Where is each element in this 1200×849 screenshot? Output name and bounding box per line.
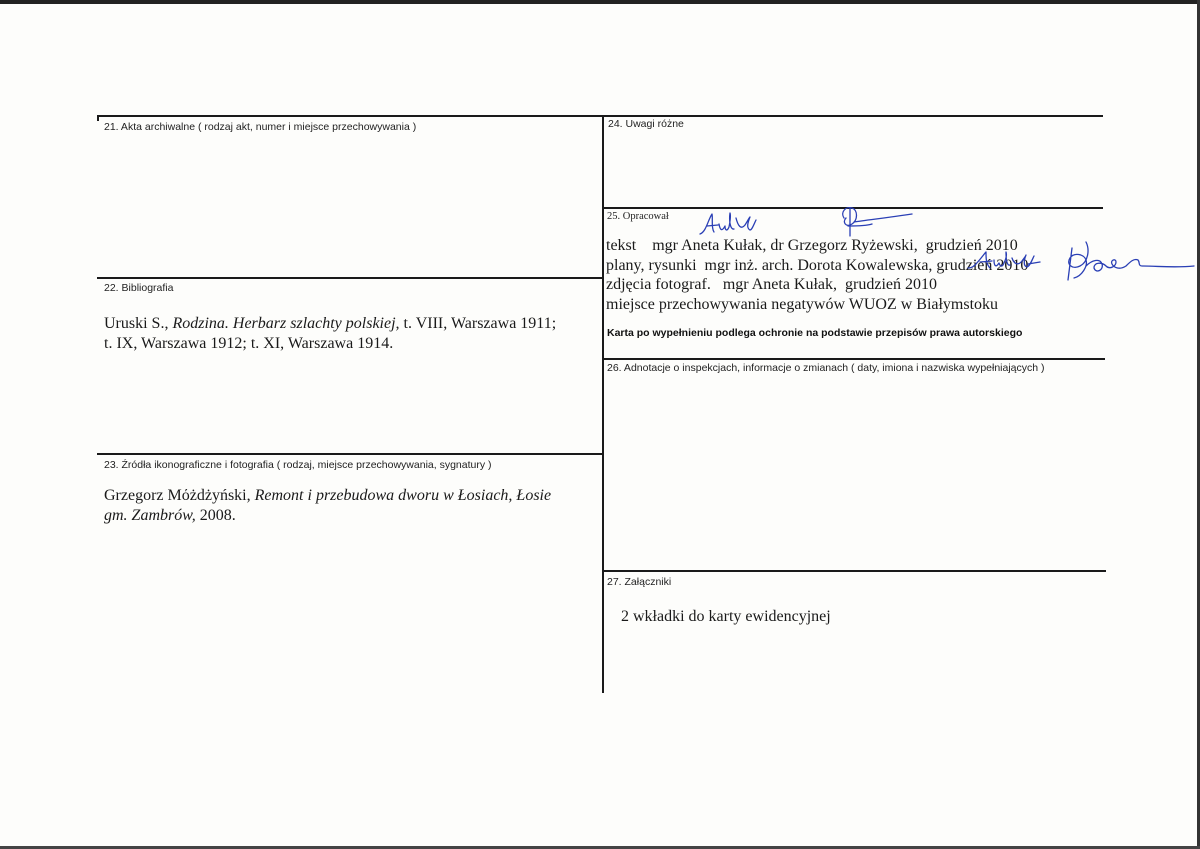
negatives-location-line: miejsce przechowywania negatywów WUOZ w Białymstoku xyxy=(606,295,999,313)
iconography-year: 2008. xyxy=(195,507,236,524)
rule-26 xyxy=(602,358,1105,360)
iconography-title: Remont i przebudowa dworu w Łosiach, Łosie xyxy=(254,487,552,504)
section-27-label: 27. Załączniki xyxy=(607,576,672,588)
scan-edge-top xyxy=(0,0,1200,4)
section-24-label: 24. Uwagi różne xyxy=(608,118,684,130)
section-26-label: 26. Adnotacje o inspekcjach, informacje o zmianach ( daty, imiona i nazwiska wypełniających ) xyxy=(607,362,1045,374)
section-22-label: 22. Bibliografia xyxy=(104,282,174,294)
bibliography-text xyxy=(104,314,556,354)
left-border-21 xyxy=(97,115,99,121)
bibliography-title: Rodzina. Herbarz szlachty polskiej, xyxy=(172,315,400,332)
copyright-notice: Karta po wypełnieniu podlega ochronie na podstawie przepisów prawa autorskiego xyxy=(607,327,1023,339)
section-25-label: 25. Opracował xyxy=(607,211,669,222)
rule-23 xyxy=(97,453,602,455)
prepared-by-drawings-line: plany, rysunki mgr inż. arch. Dorota Kowalewska, grudzień 2010 xyxy=(606,256,1029,274)
iconography-place: gm. Zambrów, xyxy=(104,507,196,524)
signature-kulak-2 xyxy=(966,250,1046,274)
bibliography-volume-1: t. VIII, Warszawa 1911; xyxy=(399,315,557,332)
signature-ryzewski xyxy=(836,204,916,238)
top-rule xyxy=(97,115,1103,117)
signature-kulak-1 xyxy=(694,208,764,240)
prepared-by-text xyxy=(606,236,1028,314)
center-divider xyxy=(602,115,604,693)
section-21-label: 21. Akta archiwalne ( rodzaj akt, numer i miejsce przechowywania ) xyxy=(104,121,417,133)
rule-22 xyxy=(97,277,602,279)
prepared-by-text-line: tekst mgr Aneta Kułak, dr Grzegorz Ryżewski, grudzień 2010 xyxy=(606,237,1018,254)
attachments-text: 2 wkładki do karty ewidencyjnej xyxy=(621,608,831,625)
bibliography-author: Uruski S., xyxy=(104,315,173,332)
signature-kowalewska xyxy=(1058,236,1198,296)
iconography-line-1 xyxy=(104,486,551,506)
prepared-by-photos-line: zdjęcia fotograf. mgr Aneta Kułak, grudzień 2010 xyxy=(606,276,937,293)
iconography-text xyxy=(104,486,551,526)
bibliography-line-1 xyxy=(104,314,556,334)
bibliography-line-2: t. IX, Warszawa 1912; t. XI, Warszawa 1914. xyxy=(104,335,394,352)
rule-27 xyxy=(602,570,1106,572)
section-23-label: 23. Źródła ikonograficzne i fotografia ( rodzaj, miejsce przechowywania, sygnatury ) xyxy=(104,459,492,471)
iconography-author: Grzegorz Mόżdżyński, xyxy=(104,487,255,504)
iconography-line-2 xyxy=(104,506,551,526)
